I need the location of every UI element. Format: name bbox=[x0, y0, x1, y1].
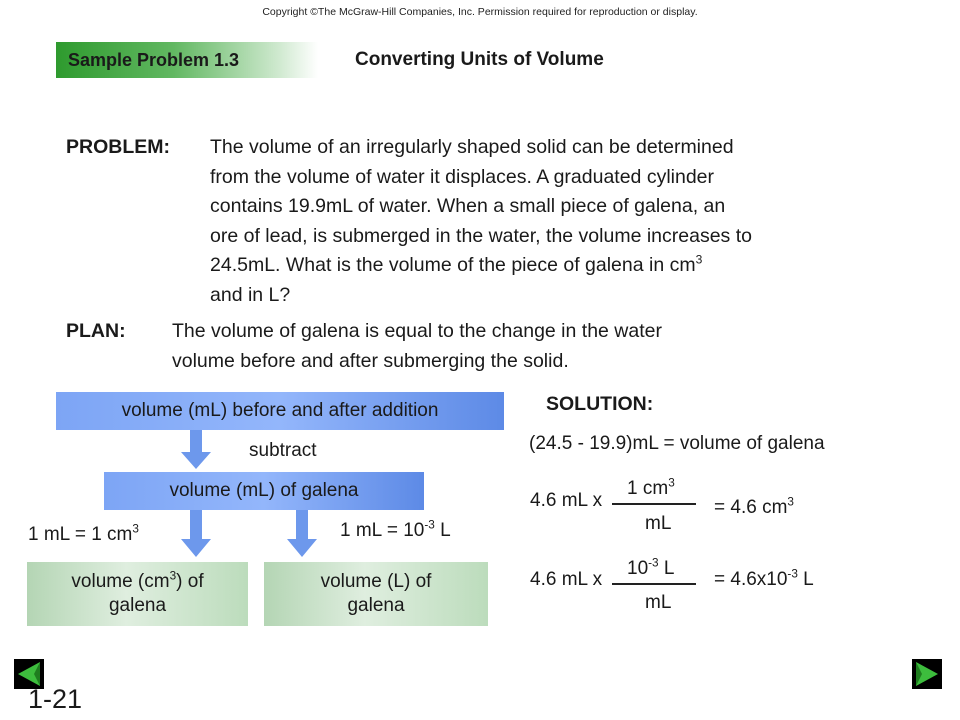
problem-line: from the volume of water it displaces. A graduated cylinder bbox=[210, 165, 715, 188]
arrow-down-2 bbox=[181, 510, 211, 557]
sample-problem-label: Sample Problem 1.3 bbox=[56, 42, 318, 78]
conversion-text: 1 mL = 1 cm bbox=[28, 524, 133, 545]
plan-label: PLAN: bbox=[66, 320, 126, 342]
conversion-text: L bbox=[434, 520, 451, 541]
eq2-numerator bbox=[627, 558, 674, 580]
flow-box-volume-liters bbox=[264, 562, 488, 626]
plan-line: The volume of galena is equal to the change in the water bbox=[172, 320, 662, 342]
superscript: 3 bbox=[787, 495, 794, 509]
problem-line: contains 19.9mL of water. When a small piece of galena, an bbox=[210, 195, 726, 217]
eq-text: 1 cm bbox=[627, 478, 669, 499]
superscript: 3 bbox=[668, 476, 675, 490]
eq1-numerator bbox=[627, 478, 675, 500]
eq-text: L bbox=[658, 558, 675, 579]
triangle-right-icon bbox=[912, 659, 942, 689]
box-line: galena bbox=[108, 595, 167, 616]
fraction-bar bbox=[612, 503, 696, 505]
flow-box-volume-before-after: volume (mL) before and after addition bbox=[56, 392, 504, 430]
arrow-down-3 bbox=[287, 510, 317, 557]
eq-text: 10 bbox=[627, 558, 649, 579]
page-title: Converting Units of Volume bbox=[355, 49, 604, 70]
problem-line-text: 24.5mL. What is the volume of the piece of galena in cm bbox=[210, 254, 696, 276]
eq-text: L bbox=[797, 569, 814, 590]
superscript: -3 bbox=[648, 556, 659, 570]
eq1-denominator: mL bbox=[645, 513, 672, 534]
problem-line: ore of lead, is submerged in the water, the volume increases to bbox=[210, 224, 752, 247]
box-line: volume (L) of bbox=[320, 571, 432, 592]
eq1-result bbox=[714, 497, 794, 519]
box-line bbox=[71, 570, 203, 594]
problem-line: The volume of an irregularly shaped solid can be determined bbox=[210, 136, 734, 158]
superscript: -3 bbox=[787, 567, 798, 581]
next-slide-button[interactable] bbox=[912, 659, 942, 689]
eq2-result bbox=[714, 569, 814, 591]
eq2-denominator: mL bbox=[645, 592, 672, 613]
box-text: volume (cm bbox=[71, 571, 170, 592]
superscript: 3 bbox=[695, 252, 703, 267]
page-number: 1-21 bbox=[28, 684, 83, 714]
flow-box-volume-galena: volume (mL) of galena bbox=[104, 472, 424, 510]
fraction-bar bbox=[612, 583, 696, 585]
arrow-down-1 bbox=[181, 430, 211, 469]
conversion-left bbox=[28, 524, 139, 546]
superscript: -3 bbox=[424, 518, 435, 532]
eq-text: = 4.6 cm bbox=[714, 497, 788, 518]
flow-box-volume-cm3 bbox=[27, 562, 248, 626]
problem-label: PROBLEM: bbox=[66, 136, 170, 158]
solution-label: SOLUTION: bbox=[546, 393, 654, 415]
copyright-notice: Copyright ©The McGraw-Hill Companies, Inc. Permission required for reproduction or display. bbox=[262, 6, 698, 18]
problem-line: and in L? bbox=[210, 283, 291, 306]
eq2-left: 4.6 mL x bbox=[530, 569, 603, 590]
eq1-left: 4.6 mL x bbox=[530, 490, 603, 511]
solution-line: (24.5 - 19.9)mL = volume of galena bbox=[529, 433, 825, 454]
superscript: 3 bbox=[132, 522, 139, 536]
plan-line: volume before and after submerging the solid. bbox=[172, 349, 569, 372]
conversion-text: 1 mL = 10 bbox=[340, 520, 425, 541]
subtract-label: subtract bbox=[249, 440, 317, 461]
eq-text: = 4.6x10 bbox=[714, 569, 788, 590]
superscript: 3 bbox=[169, 569, 177, 583]
box-text: ) of bbox=[176, 571, 204, 592]
conversion-right bbox=[340, 520, 451, 542]
box-line: galena bbox=[347, 595, 405, 616]
